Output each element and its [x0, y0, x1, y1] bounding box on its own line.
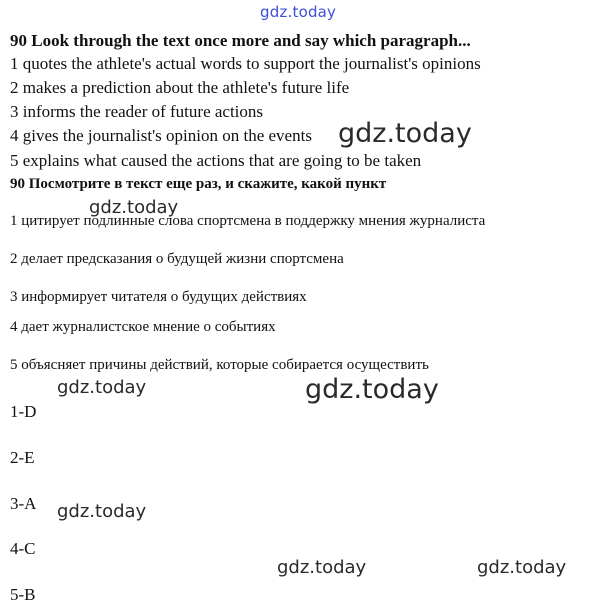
task-item-en-4: 4 gives the journalist's opinion on the events — [10, 126, 312, 145]
task-item-ru-4: 4 дает журналистское мнение о событиях — [10, 319, 276, 335]
answer-1: 1-D — [10, 402, 37, 421]
task-item-en-2: 2 makes a prediction about the athlete's future life — [10, 78, 350, 97]
task-item-ru-1: 1 цитирует подлинные слова спортсмена в поддержку мнения журналиста — [10, 213, 486, 229]
task-item-ru-2: 2 делает предсказания о будущей жизни спортсмена — [10, 251, 344, 267]
task-heading-en: 90 Look through the text once more and say which paragraph... — [10, 31, 471, 50]
answer-4: 4-C — [10, 539, 36, 558]
watermark-7: gdz.today — [477, 557, 567, 578]
task-item-en-1: 1 quotes the athlete's actual words to support the journalist's opinions — [10, 54, 481, 73]
watermark-1: gdz.today — [338, 118, 472, 149]
task-item-ru-5: 5 объясняет причины действий, которые собирается осуществить — [10, 357, 429, 373]
watermark-6: gdz.today — [277, 557, 367, 578]
answer-3: 3-A — [10, 494, 37, 513]
watermark-5: gdz.today — [57, 501, 147, 522]
task-heading-ru: 90 Посмотрите в текст еще раз, и скажите, какой пункт — [10, 176, 387, 192]
task-item-en-3: 3 informs the reader of future actions — [10, 102, 264, 121]
answer-5: 5-B — [10, 585, 36, 604]
watermark-2: gdz.today — [89, 197, 179, 218]
task-item-ru-3: 3 информирует читателя о будущих действиях — [10, 289, 307, 305]
answer-2: 2-E — [10, 448, 35, 467]
watermark-3: gdz.today — [57, 377, 147, 398]
watermark-top: gdz.today — [260, 3, 337, 21]
task-item-en-5: 5 explains what caused the actions that are going to be taken — [10, 151, 422, 170]
watermark-4: gdz.today — [305, 374, 439, 405]
